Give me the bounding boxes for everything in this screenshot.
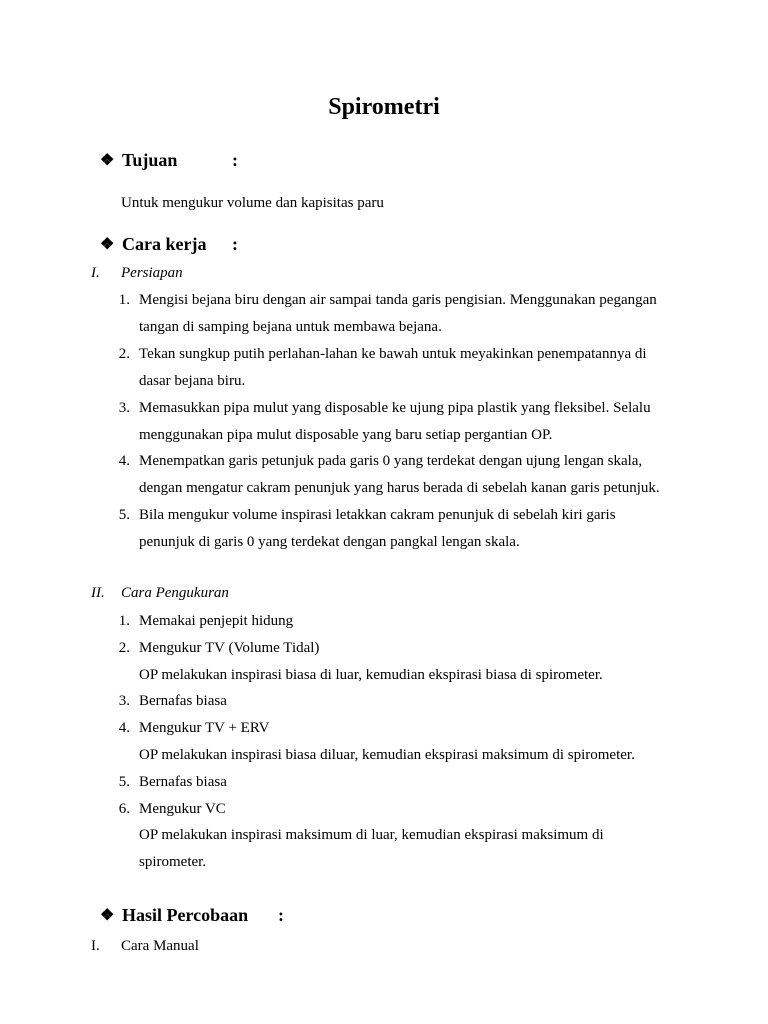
diamond-bullet-icon: ❖ <box>100 152 115 169</box>
heading-hasil-percobaan <box>100 905 300 929</box>
list-item-text: penunjuk di garis 0 yang terdekat dengan pangkal lengan skala. <box>139 534 520 551</box>
list-item-text: OP melakukan inspirasi biasa diluar, kemudian ekspirasi maksimum di spirometer. <box>139 747 635 763</box>
list-item-number: 6. <box>118 800 130 817</box>
list-item-number: 2. <box>118 345 130 362</box>
list-item-number: 1. <box>118 292 130 308</box>
list-item-text: OP melakukan inspirasi maksimum di luar, kemudian ekspirasi maksimum di <box>139 827 604 844</box>
list-item-text: Menempatkan garis petunjuk pada garis 0 yang terdekat dengan ujung lengan skala, <box>139 453 643 470</box>
list-item-text: dasar bejana biru. <box>139 372 246 389</box>
list-item-number: 1. <box>118 613 130 629</box>
roman-numeral: I. <box>91 265 100 281</box>
list-item-number: 3. <box>118 399 130 416</box>
heading-tujuan-colon: : <box>232 150 238 170</box>
list-item-text: Tekan sungkup putih perlahan-lahan ke bawah untuk meyakinkan penempatannya di <box>139 345 647 362</box>
roman-numeral: II. <box>91 585 105 601</box>
heading-cara-kerja-colon: : <box>232 234 238 254</box>
list-item-number: 4. <box>118 453 130 470</box>
list-item-number: 5. <box>118 507 130 524</box>
heading-hasil-colon: : <box>278 905 284 925</box>
list-item-text: dengan mengatur cakram penunjuk yang harus berada di sebelah kanan garis petunjuk. <box>139 480 660 497</box>
list-item-text: Mengukur TV + ERV <box>139 720 270 737</box>
tujuan-body: Untuk mengukur volume dan kapisitas paru <box>121 195 384 211</box>
list-item-text: OP melakukan inspirasi biasa di luar, kemudian ekspirasi biasa di spirometer. <box>139 666 603 683</box>
heading-cara-kerja <box>100 234 260 258</box>
diamond-bullet-icon: ❖ <box>100 236 115 253</box>
list-item-text: Bernafas biasa <box>139 773 227 790</box>
document-title: Spirometri <box>328 94 440 120</box>
list-item-text: spirometer. <box>139 854 207 871</box>
heading-tujuan-label: Tujuan <box>122 150 178 170</box>
list-item-number: 2. <box>118 639 130 656</box>
list-item-number: 4. <box>118 720 130 737</box>
subsection-persiapan-label: Persiapan <box>121 265 183 281</box>
list-item-number: 3. <box>118 693 130 710</box>
hasil-item-label: Cara Manual <box>121 938 199 954</box>
list-item-text: menggunakan pipa mulut disposable yang baru setiap pergantian OP. <box>139 426 553 443</box>
list-item-text: Memakai penjepit hidung <box>139 613 294 629</box>
list-item-text: Mengisi bejana biru dengan air sampai tanda garis pengisian. Menggunakan pegangan <box>139 292 657 308</box>
heading-hasil-label: Hasil Percobaan <box>122 905 249 925</box>
roman-numeral: I. <box>91 938 100 954</box>
list-item-text: Bernafas biasa <box>139 693 227 710</box>
list-item-text: Mengukur VC <box>139 800 226 817</box>
list-item-text: Memasukkan pipa mulut yang disposable ke ujung pipa plastik yang fleksibel. Selalu <box>139 399 651 416</box>
heading-tujuan <box>100 150 260 174</box>
list-item-text: tangan di samping bejana untuk membawa bejana. <box>139 318 442 335</box>
subsection-pengukuran-label: Cara Pengukuran <box>121 585 229 601</box>
heading-cara-kerja-label: Cara kerja <box>122 234 207 254</box>
list-item-number: 5. <box>118 773 130 790</box>
list-item-text: Mengukur TV (Volume Tidal) <box>139 639 320 656</box>
list-item-text: Bila mengukur volume inspirasi letakkan cakram penunjuk di sebelah kiri garis <box>139 507 616 524</box>
diamond-bullet-icon: ❖ <box>100 907 115 924</box>
